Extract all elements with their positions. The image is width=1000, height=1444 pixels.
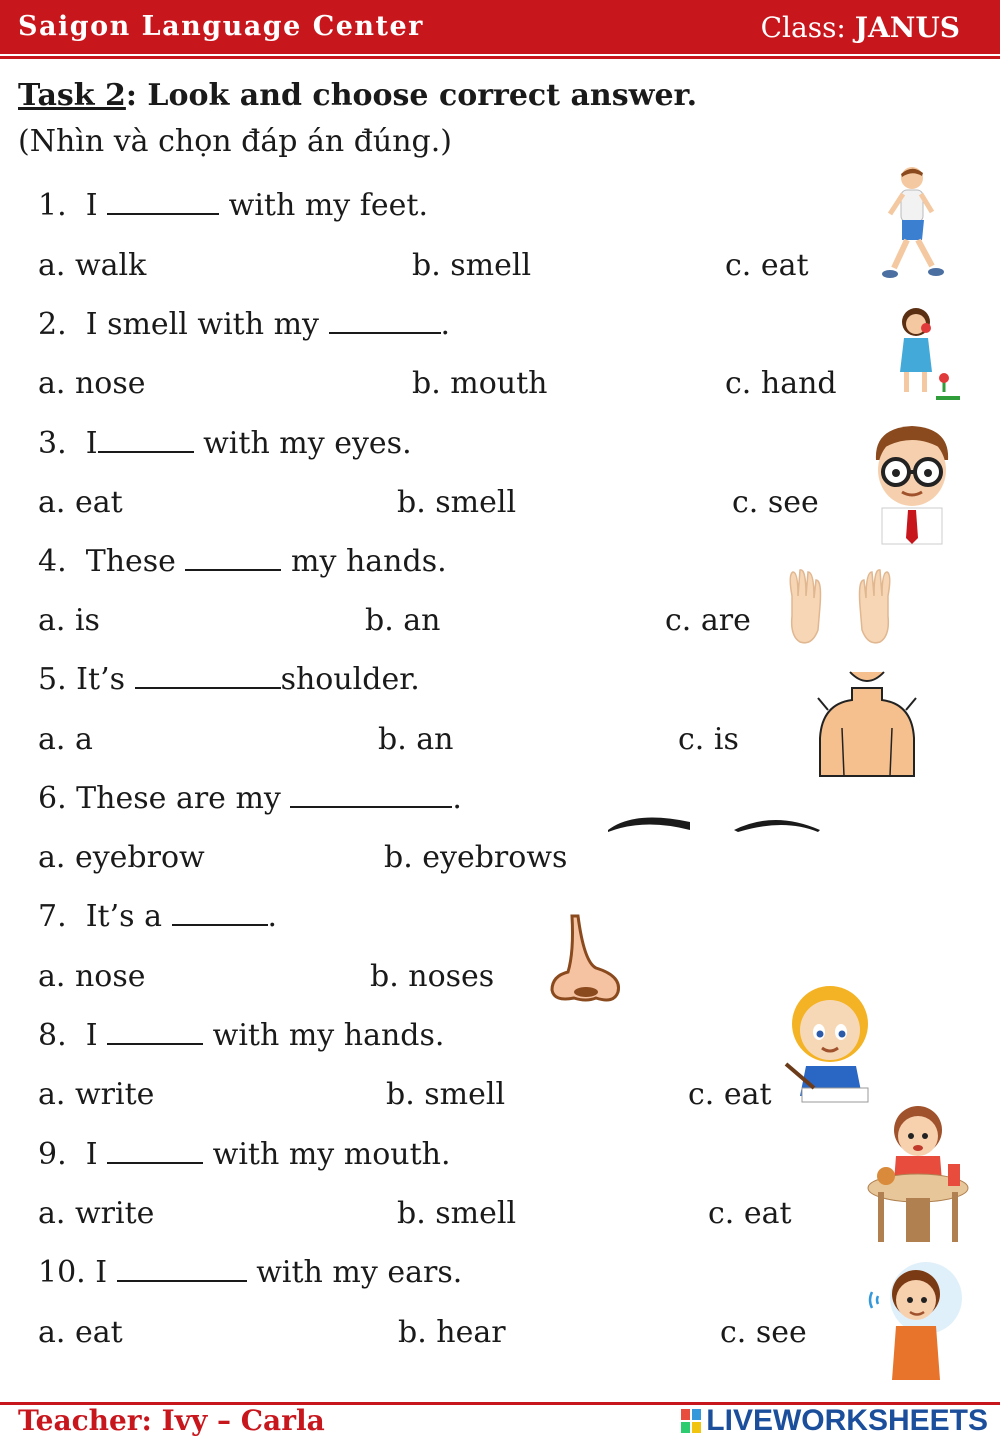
option-c[interactable]: c. see (732, 485, 819, 520)
option-b[interactable]: b. noses (370, 959, 495, 994)
question-text: I smell with my (85, 307, 319, 342)
answer-blank[interactable] (185, 547, 281, 571)
answer-blank[interactable] (107, 1021, 203, 1045)
option-a[interactable]: a. eat (38, 1315, 123, 1350)
option-c[interactable]: c. eat (688, 1077, 772, 1112)
boy-eating-icon (862, 1098, 972, 1248)
answer-blank[interactable] (98, 429, 194, 453)
question-6 (38, 781, 462, 816)
boy-with-glasses-icon (862, 420, 964, 548)
option-a[interactable]: a. a (38, 722, 93, 757)
question-4 (38, 544, 447, 579)
option-b[interactable]: b. mouth (412, 366, 548, 401)
task-label: Task 2 (18, 78, 126, 113)
question-text: with my eyes. (203, 426, 412, 461)
option-c[interactable]: c. are (665, 603, 751, 638)
option-c[interactable]: c. see (720, 1315, 807, 1350)
question-text: shoulder. (280, 662, 420, 697)
option-a[interactable]: a. nose (38, 366, 146, 401)
question-number: 10. (38, 1255, 86, 1290)
question-number: 5. (38, 662, 67, 697)
answer-blank[interactable] (107, 191, 219, 215)
teacher-name: Teacher: Ivy – Carla (18, 1404, 325, 1437)
question-5 (38, 662, 420, 697)
question-8 (38, 1018, 444, 1053)
liveworksheets-logo[interactable] (680, 1404, 988, 1438)
class-info (761, 11, 960, 44)
question-text: with my mouth. (212, 1137, 451, 1172)
question-2 (38, 307, 450, 342)
nose-icon (544, 912, 628, 1004)
option-a[interactable]: a. eat (38, 485, 123, 520)
answer-blank[interactable] (107, 1140, 203, 1164)
option-b[interactable]: b. smell (412, 248, 532, 283)
class-label: Class: (760, 11, 846, 44)
option-c[interactable]: c. eat (708, 1196, 792, 1231)
girl-listening-icon (866, 1256, 976, 1382)
answer-blank[interactable] (135, 665, 281, 689)
option-b[interactable]: b. smell (386, 1077, 506, 1112)
question-9 (38, 1137, 451, 1172)
option-b[interactable]: b. smell (397, 1196, 517, 1231)
question-text: I (95, 1255, 108, 1290)
option-c[interactable]: c. eat (725, 248, 809, 283)
hands-icon (784, 566, 896, 648)
question-text: with my hands. (212, 1018, 445, 1053)
question-text: my hands. (291, 544, 447, 579)
question-text: with my feet. (228, 188, 428, 223)
option-b[interactable]: b. an (378, 722, 454, 757)
answer-blank[interactable] (117, 1258, 247, 1282)
question-number: 7. (38, 899, 67, 934)
question-number: 2. (38, 307, 67, 342)
question-number: 6. (38, 781, 67, 816)
question-text: These are my (76, 781, 281, 816)
task-title (18, 78, 697, 113)
answer-blank[interactable] (290, 784, 452, 808)
brand-text: LIVEWORKSHEETS (706, 1404, 988, 1437)
question-number: 8. (38, 1018, 67, 1053)
option-b[interactable]: b. eyebrows (384, 840, 568, 875)
shoulders-icon (812, 668, 922, 780)
header-bar (0, 0, 1000, 54)
option-b[interactable]: b. smell (397, 485, 517, 520)
liveworksheets-logo-icon (680, 1408, 702, 1434)
option-a[interactable]: a. write (38, 1196, 155, 1231)
question-text: . (267, 899, 278, 934)
option-c[interactable]: c. hand (725, 366, 837, 401)
question-1 (38, 188, 428, 223)
task-subtitle: (Nhìn và chọn đáp án đúng.) (18, 124, 453, 159)
question-text: I (85, 426, 98, 461)
center-name: Saigon Language Center (18, 11, 424, 42)
question-text: I (85, 1137, 98, 1172)
question-text: . (440, 307, 451, 342)
question-text: It’s (76, 662, 126, 697)
question-number: 1. (38, 188, 67, 223)
answer-blank[interactable] (329, 310, 441, 334)
walking-boy-icon (872, 164, 952, 286)
class-name: JANUS (854, 11, 960, 44)
option-b[interactable]: b. hear (398, 1315, 506, 1350)
question-number: 9. (38, 1137, 67, 1172)
girl-smelling-flower-icon (888, 302, 968, 404)
option-a[interactable]: a. write (38, 1077, 155, 1112)
header-divider (0, 56, 1000, 59)
option-a[interactable]: a. nose (38, 959, 146, 994)
option-b[interactable]: b. an (365, 603, 441, 638)
question-number: 3. (38, 426, 67, 461)
answer-blank[interactable] (172, 902, 268, 926)
question-number: 4. (38, 544, 67, 579)
question-7 (38, 899, 277, 934)
option-a[interactable]: a. eyebrow (38, 840, 205, 875)
boy-writing-icon (782, 984, 892, 1108)
question-text: I (85, 188, 98, 223)
option-c[interactable]: c. is (678, 722, 739, 757)
option-a[interactable]: a. walk (38, 248, 147, 283)
question-text: . (452, 781, 462, 816)
question-10 (38, 1255, 462, 1290)
question-text: It’s a (85, 899, 162, 934)
task-instruction: : Look and choose correct answer. (125, 78, 698, 113)
question-text: I (85, 1018, 98, 1053)
option-a[interactable]: a. is (38, 603, 100, 638)
question-text: These (85, 544, 176, 579)
question-text: with my ears. (256, 1255, 463, 1290)
question-3 (38, 426, 412, 461)
eyebrows-icon (604, 808, 824, 848)
